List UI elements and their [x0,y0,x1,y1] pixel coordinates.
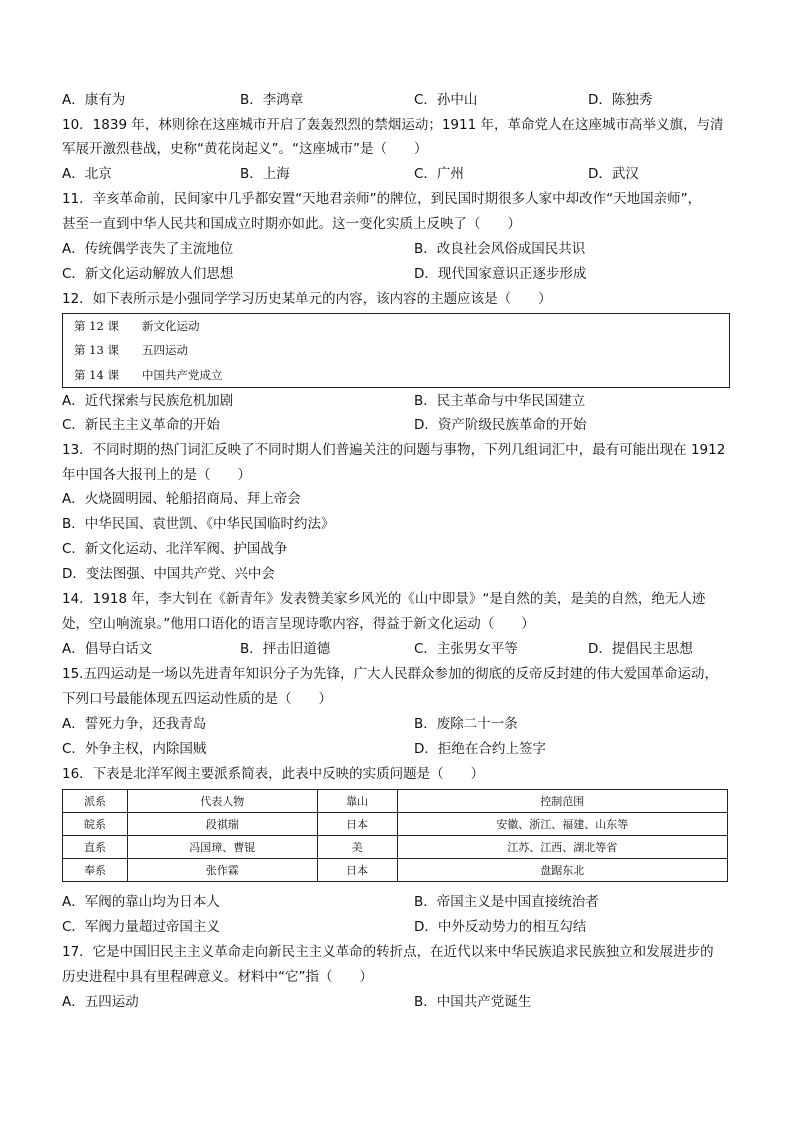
q16-option-c[interactable]: C．军阀力量超过帝国主义 [62,919,220,935]
q15-options-row1 [62,712,742,736]
q12-options-row1 [62,389,742,413]
table-row [63,836,728,859]
q12-option-d[interactable]: D．资产阶级民族革命的开始 [414,417,587,433]
q15-option-d[interactable]: D．拒绝在合约上签字 [414,741,546,757]
q11-option-d[interactable]: D．现代国家意识正逐步形成 [414,266,587,282]
table-row [63,859,728,882]
q12-table-row [74,366,223,384]
table-cell: 张作霖 [127,859,317,882]
table-cell: 江苏、江西、湖北等省 [397,836,728,859]
q10-option-c[interactable]: C．广州 [414,166,464,182]
q15-option-c[interactable]: C．外争主权，内除国贼 [62,741,207,757]
q17-stem-line2: 历史进程中具有里程碑意义。材料中“它”指（ ） [62,969,373,985]
q10-stem-line1: 10．1839 年，林则徐在这座城市开启了轰轰烈烈的禁烟运动；1911 年，革命党人在这座城市高举义旗，与清 [62,117,724,133]
q17-option-b[interactable]: B．中国共产党诞生 [414,994,532,1010]
q9-option-b[interactable]: B．李鸿章 [240,92,304,108]
q15-option-a[interactable]: A．誓死力争，还我青岛 [62,716,207,732]
q12-lesson-title: 中国共产党成立 [142,368,223,382]
q9-options [62,88,742,112]
table-cell: 奉系 [63,859,128,882]
q14-options [62,637,742,661]
q10-stem-line2: 军展开激烈巷战，史称“黄花岗起义”。“这座城市”是（ ） [62,141,428,157]
q12-options-row2 [62,413,742,437]
q14-stem-line2: 处，空山响流泉。”他用口语化的语言呈现诗歌内容，得益于新文化运动（ ） [62,616,535,632]
table-cell: 美 [317,836,397,859]
q13-option-c[interactable]: C．新文化运动、北洋军阀、护国战争 [62,541,288,557]
q12-lesson-number: 第 12 课 [74,319,119,333]
q15-options-row2 [62,737,742,761]
q15-stem-line2: 下列口号最能体现五四运动性质的是（ ） [62,691,332,707]
q15-stem-line1: 15.五四运动是一场以先进青年知识分子为先锋，广大人民群众参加的彻底的反帝反封建的伟大爱国革命运动， [62,666,718,682]
table-cell: 日本 [317,859,397,882]
q14-stem-line1: 14．1918 年，李大钊在《新青年》发表赞美家乡风光的《山中即景》“是自然的美，是美的自然，绝无人迹 [62,591,706,607]
q16-option-d[interactable]: D．中外反动势力的相互勾结 [414,919,587,935]
q15-option-b[interactable]: B．废除二十一条 [414,716,518,732]
q10-option-d[interactable]: D．武汉 [588,166,639,182]
table-row [63,813,728,836]
q9-option-d[interactable]: D．陈独秀 [588,92,653,108]
table-cell: 冯国璋、曹锟 [127,836,317,859]
q17-options-row1 [62,990,742,1014]
q16-options-row2 [62,915,742,939]
q14-option-a[interactable]: A．倡导白话文 [62,641,153,657]
table-cell: 安徽、浙江、福建、山东等 [397,813,728,836]
q11-stem-line1: 11．辛亥革命前，民间家中几乎都安置“天地君亲师”的牌位，到民国时期很多人家中却改作“天地国亲师”， [62,191,702,207]
q16-warlord-table [62,789,728,882]
q13-stem-line2: 年中国各大报刊上的是（ ） [62,467,251,483]
q16-option-a[interactable]: A．军阀的靠山均为日本人 [62,894,220,910]
q16-options-row1 [62,890,742,914]
q14-option-b[interactable]: B．抨击旧道德 [240,641,331,657]
q10-option-b[interactable]: B．上海 [240,166,290,182]
q16-stem: 16．下表是北洋军阀主要派系简表，此表中反映的实质问题是（ ） [62,766,485,782]
q12-option-c[interactable]: C．新民主主义革命的开始 [62,417,220,433]
q13-option-a[interactable]: A．火烧圆明园、轮船招商局、拜上帝会 [62,491,301,507]
q12-lesson-number: 第 14 课 [74,368,119,382]
q11-options-row2 [62,262,742,286]
q9-option-a[interactable]: A．康有为 [62,92,126,108]
q17-option-a[interactable]: A．五四运动 [62,994,139,1010]
table-cell: 段祺瑞 [127,813,317,836]
q12-table-row [74,341,188,359]
q12-option-a[interactable]: A．近代探索与民族危机加剧 [62,393,234,409]
q17-stem-line1: 17．它是中国旧民主主义革命走向新民主主义革命的转折点，在近代以来中华民族追求民族独立和发展进步的 [62,944,714,960]
q14-option-c[interactable]: C．主张男女平等 [414,641,518,657]
table-cell: 盘踞东北 [397,859,728,882]
q12-option-b[interactable]: B．民主革命与中华民国建立 [414,393,586,409]
header-representative: 代表人物 [127,790,317,813]
q12-lesson-title: 新文化运动 [142,319,200,333]
header-backer: 靠山 [317,790,397,813]
q10-option-a[interactable]: A．北京 [62,166,112,182]
table-cell: 直系 [63,836,128,859]
q12-table-row [74,317,200,335]
q13-option-d[interactable]: D．变法图强、中国共产党、兴中会 [62,566,275,582]
q13-stem-line1: 13．不同时期的热门词汇反映了不同时期人们普遍关注的问题与事物，下列几组词汇中，最有可能出现在 1912 [62,442,726,458]
q11-option-a[interactable]: A．传统偶学丧失了主流地位 [62,241,234,257]
q12-lesson-title: 五四运动 [142,343,188,357]
q10-options [62,162,742,186]
table-cell: 日本 [317,813,397,836]
table-header-row [63,790,728,813]
table-cell: 皖系 [63,813,128,836]
q16-option-b[interactable]: B．帝国主义是中国直接统治者 [414,894,599,910]
q11-option-b[interactable]: B．改良社会风俗成国民共识 [414,241,586,257]
q9-option-c[interactable]: C．孙中山 [414,92,478,108]
q12-stem: 12．如下表所示是小强同学学习历史某单元的内容，该内容的主题应该是（ ） [62,291,552,307]
q11-stem-line2: 甚至一直到中华人民共和国成立时期亦如此。这一变化实质上反映了（ ） [62,216,521,232]
header-territory: 控制范围 [397,790,728,813]
q12-lesson-number: 第 13 课 [74,343,119,357]
q13-option-b[interactable]: B．中华民国、袁世凯、《中华民国临时约法》 [62,516,335,532]
q11-option-c[interactable]: C．新文化运动解放人们思想 [62,266,234,282]
q12-unit-table [62,313,730,388]
header-faction: 派系 [63,790,128,813]
q11-options-row1 [62,237,742,261]
q14-option-d[interactable]: D．提倡民主思想 [588,641,693,657]
